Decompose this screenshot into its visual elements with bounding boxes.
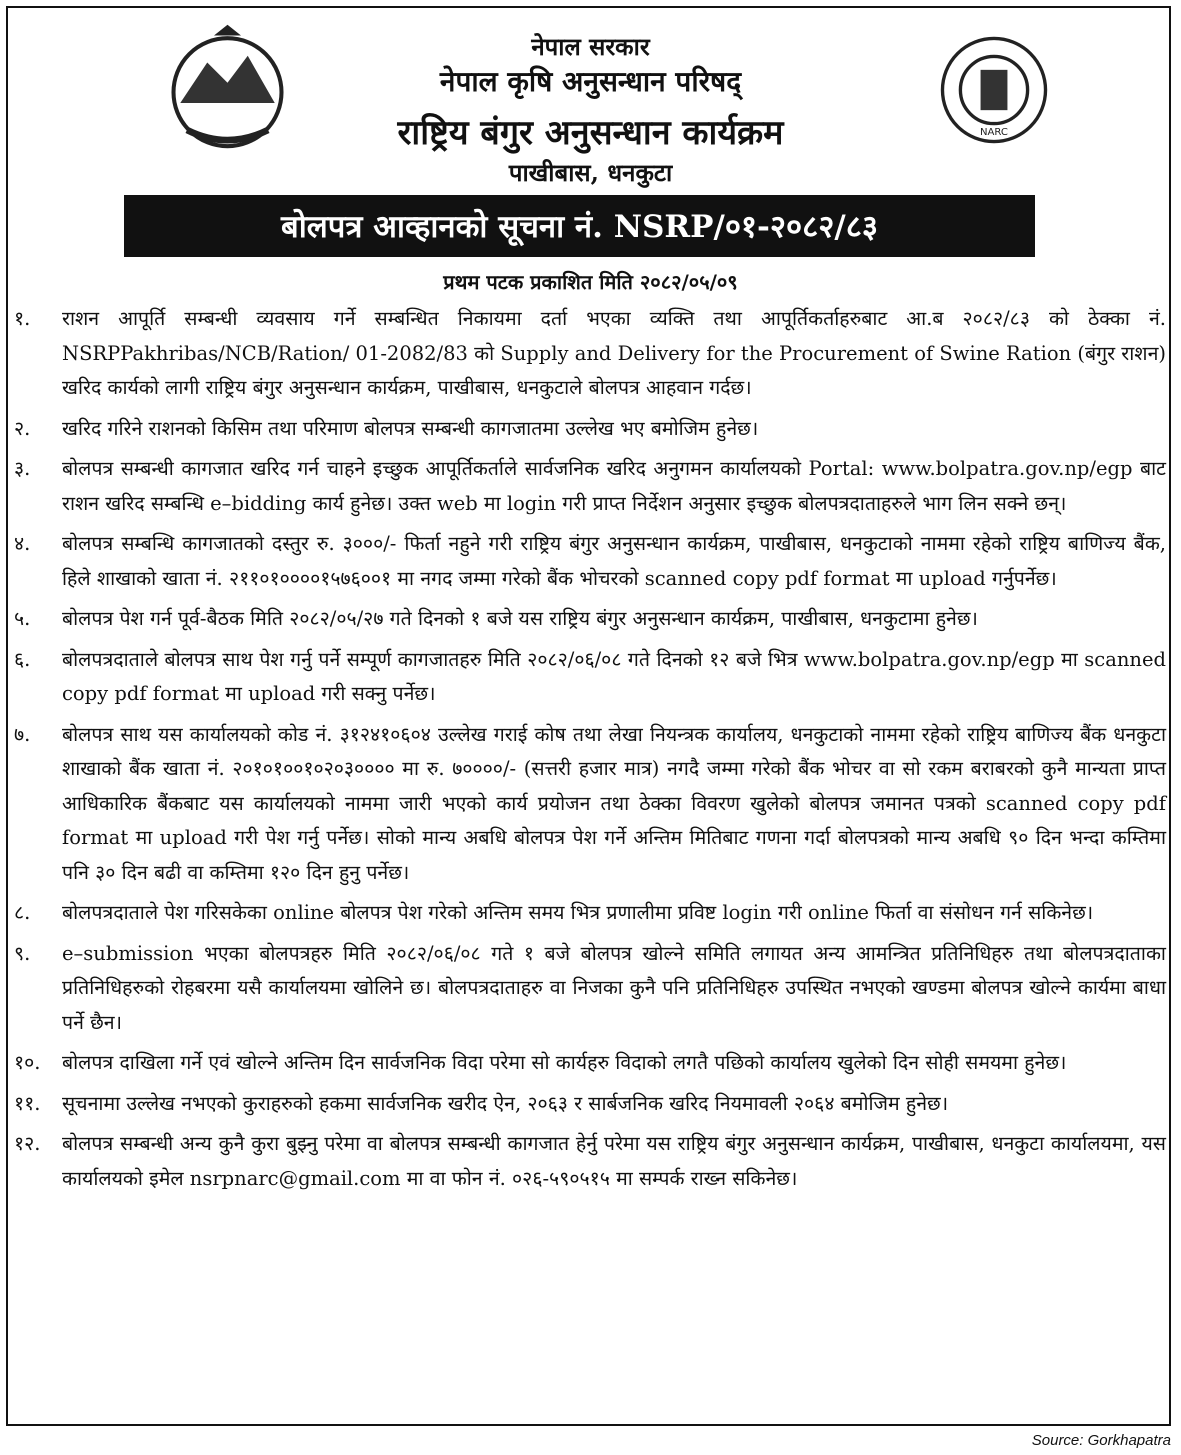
notice-title-bar [124,195,1035,257]
item-text: बोलपत्र सम्बन्धि कागजातको दस्तुर रु. ३०००/- फिर्ता नहुने गरी राष्ट्रिय बंगुर अनुसन्धान कार्यक्रम, पाखीबास, धनकुटाको नाममा रहेको राष्ट्रिय बाणिज्य बैंक, हिले शाखाको खाता नं. २११०१००००१५७६००१ मा नगद जम्मा गरेको बैंक भोचरको scanned copy pdf format मा upload गर्नुपर्नेछ। [62,532,1166,590]
item-number: ६. [14,647,31,671]
source-credit: Source: Gorkhapatra [1031,1432,1171,1449]
list-item [14,302,1166,406]
list-item [14,1087,1166,1122]
svg-text:NARC: NARC [980,126,1008,138]
item-number: ७. [14,722,31,746]
item-number: १. [14,307,31,330]
header-council: नेपाल कृषि अनुसन्धान परिषद् [439,65,742,98]
list-item [14,1046,1166,1081]
list-item [14,527,1166,596]
header-location: पाखीबास, धनकुटा [508,158,673,187]
list-item [14,1127,1166,1196]
item-text: बोलपत्रदाताले पेश गरिसकेका online बोलपत्र पेश गरेको अन्तिम समय भित्र प्रणालीमा प्रविष्ट login गरी online फिर्ता वा संसोधन गर्न सकिनेछ। [62,901,1094,924]
list-item [14,896,1166,931]
notice-title: बोलपत्र आव्हानको सूचना नं. NSRP/०१-२०८२/८३ [281,209,878,245]
item-text: राशन आपूर्ति सम्बन्धी व्यवसाय गर्ने सम्बन्धित निकायमा दर्ता भएका व्यक्ति तथा आपूर्तिकर्ताहरुबाट आ.ब २०८२/८३ को ठेक्का नं. NSRPPakhribas/NCB/Ration/ 01-2082/83 को Supply and Delivery for the Procurement of Swine Ration (बंगुर राशन) खरिद कार्यको लागी राष्ट्रिय बंगुर अनुसन्धान कार्यक्रम, पाखीबास, धनकुटाले बोलपत्र आहवान गर्दछ। [62,307,1166,399]
list-item [14,643,1166,712]
item-text: सूचनामा उल्लेख नभएको कुराहरुको हकमा सार्वजनिक खरीद ऐन, २०६३ र सार्बजनिक खरिद नियमावली २०६४ बमोजिम हुनेछ। [62,1091,949,1115]
item-number: १०. [14,1051,41,1074]
item-text: बोलपत्र पेश गर्न पूर्व-बैठक मिति २०८२/०५/२७ गते दिनको १ बजे यस राष्ट्रिय बंगुर अनुसन्धान कार्यक्रम, पाखीबास, धनकुटामा हुनेछ। [62,607,978,630]
item-text: बोलपत्र साथ यस कार्यालयको कोड नं. ३१२४१०६०४ उल्लेख गराई कोष तथा लेखा नियन्त्रक कार्यालय, धनकुटाको नाममा रहेको राष्ट्रिय बाणिज्य बैंक धनकुटा शाखाको बैंक खाता नं. २०१०१००१०२०३०००० मा रु. ७००००/- (सत्तरी हजार मात्र) नगदै जम्मा गरेको बैंक भोचर वा सो रकम बराबरको कुनै मान्यता प्राप्त आधिकारिक बैंकबाट यस कार्यालयको नाममा जारी भएको कार्य प्रयोजन तथा ठेक्का विवरण खुलेको बोलपत्र जमानत पत्रको scanned copy pdf format मा upload गरी पेश गर्नु पर्नेछ। सोको मान्य अबधि बोलपत्र पेश गर्ने अन्तिम मितिबाट गणना गर्दा बोलपत्रको मान्य अबधि ९० दिन भन्दा कम्तिमा पनि ३० दिन बढी वा कम्तिमा १२० दिन हुनु पर्नेछ। [62,722,1166,884]
list-item [14,602,1166,637]
item-text: बोलपत्र दाखिला गर्ने एवं खोल्ने अन्तिम दिन सार्वजनिक विदा परेमा सो कार्यहरु विदाको लगतै पछिको कार्यालय खुलेको दिन सोही समयमा हुनेछ। [62,1051,1067,1074]
item-text: बोलपत्रदाताले बोलपत्र साथ पेश गर्नु पर्ने सम्पूर्ण कागजातहरु मिति २०८२/०६/०८ गते दिनको १२ बजे भित्र www.bolpatra.gov.np/egp मा scanned copy pdf format मा upload गरी सक्नु पर्नेछ। [62,647,1166,705]
list-item [14,718,1166,891]
item-text: बोलपत्र सम्बन्धी अन्य कुनै कुरा बुझ्नु परेमा वा बोलपत्र सम्बन्धी कागजात हेर्नु परेमा यस राष्ट्रिय बंगुर अनुसन्धान कार्यक्रम, पाखीबास, धनकुटा कार्यालयमा, यस कार्यालयको इमेल nsrpnarc@gmail.com मा वा फोन नं. ०२६-५९०५१५ मा सम्पर्क राख्न सकिनेछ। [62,1132,1166,1190]
item-number: २. [14,416,31,440]
item-number: ११. [14,1091,41,1115]
item-number: १२. [14,1132,41,1155]
header-program: राष्ट्रिय बंगुर अनुसन्धान कार्यक्रम [397,113,784,153]
item-text: बोलपत्र सम्बन्धी कागजात खरिद गर्न चाहने इच्छुक आपूर्तिकर्ताले सार्वजनिक खरिद अनुगमन कार्यालयको Portal: www.bolpatra.gov.np/egp बाट राशन खरिद सम्बन्धि e–bidding कार्य हुनेछ। उक्त web मा login गरी प्राप्त निर्देशन अनुसार इच्छुक बोलपत्रदाताहरुले भाग लिन सक्ने छन्। [62,457,1166,515]
item-text: खरिद गरिने राशनको किसिम तथा परिमाण बोलपत्र सम्बन्धी कागजातमा उल्लेख भए बमोजिम हुनेछ। [62,416,759,440]
list-item [14,412,1166,447]
notice-items [14,302,1166,1202]
item-number: ८. [14,901,31,924]
list-item [14,452,1166,521]
item-text: e–submission भएका बोलपत्रहरु मिति २०८२/०६/०८ गते १ बजे बोलपत्र खोल्ने समिति लगायत अन्य आमन्त्रित प्रतिनिधिहरु तथा बोलपत्रदाताका प्रतिनिधिहरुको रोहबरमा यसै कार्यालयमा खोलिने छ। बोलपत्रदाताहरु वा निजका कुनै पनि प्रतिनिधिहरु उपस्थित नभएको खण्डमा बोलपत्र खोल्ने कार्यमा बाधा पर्ने छैन। [62,941,1166,1034]
item-number: ९. [14,941,31,965]
item-number: ३. [14,457,31,480]
list-item [14,937,1166,1041]
item-number: ५. [14,607,31,630]
publish-date: प्रथम पटक प्रकाशित मिति २०८२/०५/०९ [443,270,738,294]
header-government: नेपाल सरकार [531,32,650,61]
item-number: ४. [14,532,31,555]
